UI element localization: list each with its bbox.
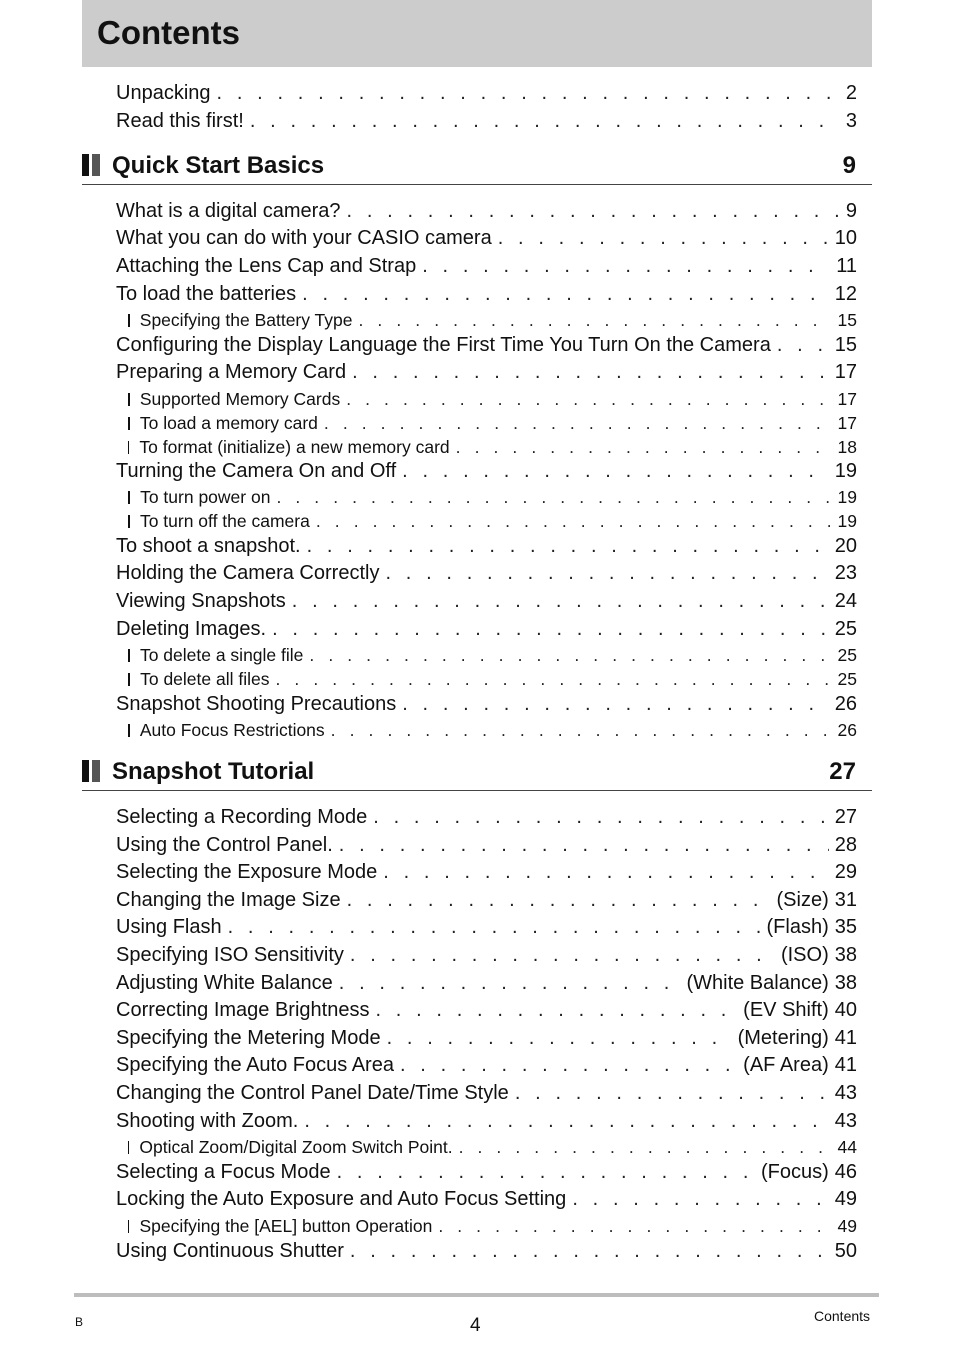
toc-entry[interactable] — [116, 944, 857, 970]
toc-entry-page: 50 — [834, 1240, 857, 1262]
toc-entry-page: 3 — [845, 110, 857, 132]
toc-entry-label: Specifying the Battery Type — [139, 310, 353, 330]
dot-leader — [217, 82, 840, 105]
toc-entry-page: 44 — [837, 1137, 857, 1157]
page-title: Contents — [97, 14, 240, 51]
bullet-icon — [128, 649, 130, 662]
toc-subentry[interactable] — [128, 413, 857, 435]
toc-entry-note: (Flash) — [766, 916, 829, 938]
toc-entry[interactable] — [116, 1161, 857, 1187]
toc-entry[interactable] — [116, 562, 857, 588]
toc-entry[interactable] — [116, 693, 857, 719]
toc-entry-label: Specifying the Auto Focus Area — [116, 1054, 394, 1076]
section-heading[interactable] — [82, 150, 872, 185]
dot-leader — [304, 1110, 828, 1133]
toc-subentry[interactable] — [128, 669, 857, 691]
toc-entry-page: 31 — [834, 889, 857, 911]
bullet-icon — [128, 417, 130, 430]
toc-entry-label: Correcting Image Brightness — [116, 999, 370, 1021]
dot-leader — [316, 511, 832, 532]
toc-entry-page: 43 — [834, 1082, 857, 1104]
toc-entry-label: To delete a single file — [139, 645, 304, 665]
toc-subentry[interactable] — [128, 310, 857, 332]
dot-leader — [572, 1188, 828, 1211]
toc-entry[interactable] — [116, 1110, 857, 1136]
toc-entry[interactable] — [116, 834, 857, 860]
dot-leader — [337, 1161, 755, 1184]
toc-entry-note: (ISO) — [780, 944, 829, 966]
toc-entry[interactable] — [116, 227, 857, 253]
section-bars-icon — [82, 154, 102, 176]
toc-entry-label: Optical Zoom/Digital Zoom Switch Point. — [139, 1137, 453, 1157]
toc-entry[interactable] — [116, 618, 857, 644]
section-title: Snapshot Tutorial — [112, 758, 315, 785]
toc-entry-page: 20 — [834, 535, 857, 557]
toc-entry-page: 26 — [837, 720, 857, 740]
toc-entry-page: 43 — [834, 1110, 857, 1132]
toc-entry-page: 46 — [834, 1161, 857, 1183]
toc-entry-page: 24 — [834, 590, 857, 612]
toc-entry-page: 18 — [837, 437, 857, 457]
dot-leader — [385, 562, 828, 585]
dot-leader — [400, 1054, 737, 1077]
toc-entry-page: 19 — [834, 460, 857, 482]
toc-entry-label: Read this first! — [116, 110, 244, 132]
toc-entry-note: (AF Area) — [743, 1054, 829, 1076]
toc-entry-label: Preparing a Memory Card — [116, 361, 347, 383]
toc-subentry[interactable] — [128, 389, 857, 411]
toc-entry-page: 19 — [837, 487, 857, 507]
toc-entry-label: To turn power on — [140, 487, 271, 507]
toc-entry-label: Unpacking — [116, 82, 211, 104]
toc-entry-page: 19 — [837, 511, 857, 531]
footer-page-number: 4 — [470, 1315, 481, 1336]
dot-leader — [339, 972, 681, 995]
dot-leader — [402, 693, 829, 716]
dot-leader — [438, 1216, 831, 1237]
footer-divider — [74, 1293, 879, 1297]
section-page: 27 — [829, 758, 856, 785]
toc-entry-label: Using Flash — [116, 916, 222, 938]
toc-entry-label: Supported Memory Cards — [139, 389, 341, 409]
toc-entry-page: 15 — [837, 310, 857, 330]
toc-entry-label: Locking the Auto Exposure and Auto Focus Setting — [116, 1188, 567, 1210]
dot-leader — [347, 200, 840, 223]
toc-entry-page: 23 — [834, 562, 857, 584]
toc-subentry[interactable] — [128, 645, 857, 667]
toc-entry-page: 28 — [834, 834, 857, 856]
dot-leader — [309, 645, 831, 666]
toc-entry[interactable] — [116, 972, 857, 998]
dot-leader — [302, 283, 829, 306]
toc-entry-page: 12 — [834, 283, 857, 305]
toc-entry-label: Auto Focus Restrictions — [139, 720, 325, 740]
toc-entry-page: 17 — [837, 413, 857, 433]
bullet-icon — [128, 441, 129, 454]
dot-leader — [777, 334, 829, 357]
section-heading[interactable] — [82, 756, 872, 791]
toc-entry-label: Snapshot Shooting Precautions — [116, 693, 397, 715]
toc-entry-label: To format (initialize) a new memory card — [139, 437, 450, 457]
toc-entry-page: 41 — [834, 1027, 857, 1049]
dot-leader — [324, 413, 832, 434]
toc-entry-label: Changing the Image Size — [116, 889, 341, 911]
toc-entry-page: 11 — [836, 255, 857, 277]
dot-leader — [459, 1137, 832, 1158]
toc-entry-label: Specifying the [AEL] button Operation — [139, 1216, 433, 1236]
dot-leader — [383, 861, 828, 884]
bullet-icon — [128, 1220, 129, 1233]
toc-entry-page: 25 — [837, 669, 857, 689]
dot-leader — [276, 487, 831, 508]
toc-entry-note: (Metering) — [737, 1027, 829, 1049]
bullet-icon — [128, 515, 130, 528]
toc-entry-label: Selecting a Recording Mode — [116, 806, 368, 828]
bullet-icon — [128, 491, 130, 504]
dot-leader — [515, 1082, 829, 1105]
toc-entry[interactable] — [116, 889, 857, 915]
toc-entry[interactable] — [116, 999, 857, 1025]
toc-entry-label: Turning the Camera On and Off — [116, 460, 397, 482]
toc-entry-note: (Size) — [776, 889, 829, 911]
toc-entry-page: 10 — [834, 227, 857, 249]
toc-entry-label: Deleting Images. — [116, 618, 267, 640]
toc-entry-label: Holding the Camera Correctly — [116, 562, 380, 584]
toc-entry-page: 38 — [834, 944, 857, 966]
toc-entry[interactable] — [116, 806, 857, 832]
dot-leader — [250, 110, 840, 133]
toc-entry-label: Specifying the Metering Mode — [116, 1027, 381, 1049]
section-bars-icon — [82, 760, 102, 782]
bullet-icon — [128, 393, 130, 406]
toc-entry[interactable] — [116, 590, 857, 616]
dot-leader — [339, 834, 829, 857]
toc-entry[interactable] — [116, 535, 857, 561]
toc-subentry[interactable] — [128, 1216, 857, 1238]
bullet-icon — [128, 724, 130, 737]
toc-entry-label: Specifying ISO Sensitivity — [116, 944, 344, 966]
toc-entry[interactable] — [116, 82, 857, 108]
toc-entry-page: 35 — [834, 916, 857, 938]
toc-entry-label: To delete all files — [140, 669, 270, 689]
toc-entry-label: Selecting the Exposure Mode — [116, 861, 378, 883]
dot-leader — [347, 889, 771, 912]
toc-entry-label: Using Continuous Shutter — [116, 1240, 344, 1262]
toc-entry-label: Changing the Control Panel Date/Time Style — [116, 1082, 509, 1104]
toc-entry-page: 17 — [837, 389, 857, 409]
toc-entry-page: 25 — [834, 618, 857, 640]
dot-leader — [228, 916, 761, 939]
dot-leader — [292, 590, 829, 613]
toc-entry-page: 29 — [834, 861, 857, 883]
dot-leader — [387, 1027, 732, 1050]
toc-subentry[interactable] — [128, 1137, 857, 1159]
dot-leader — [422, 255, 830, 278]
toc-entry[interactable] — [116, 861, 857, 887]
toc-entry[interactable] — [116, 255, 857, 281]
toc-entry-note: (Focus) — [760, 1161, 829, 1183]
section-page: 9 — [842, 152, 856, 179]
toc-entry-page: 27 — [834, 806, 857, 828]
section-title: Quick Start Basics — [112, 152, 325, 179]
toc-entry-label: Viewing Snapshots — [116, 590, 286, 612]
toc-entry[interactable] — [116, 110, 857, 136]
toc-entry-page: 38 — [834, 972, 857, 994]
dot-leader — [275, 669, 831, 690]
toc-subentry[interactable] — [128, 511, 857, 533]
toc-entry[interactable] — [116, 460, 857, 486]
toc-entry-label: What you can do with your CASIO camera — [116, 227, 492, 249]
dot-leader — [331, 720, 832, 741]
bullet-icon — [128, 673, 130, 686]
dot-leader — [350, 1240, 829, 1263]
toc-entry-label: To load the batteries — [116, 283, 297, 305]
toc-entry[interactable] — [116, 1054, 857, 1080]
toc-entry-page: 49 — [837, 1216, 857, 1236]
bullet-icon — [128, 314, 130, 327]
toc-entry-label: To load a memory card — [139, 413, 318, 433]
toc-entry-page: 41 — [834, 1054, 857, 1076]
dot-leader — [456, 437, 832, 458]
toc-entry-label: What is a digital camera? — [116, 200, 341, 222]
dot-leader — [307, 535, 829, 558]
toc-entry-page: 26 — [834, 693, 857, 715]
toc-entry[interactable] — [116, 1188, 857, 1214]
toc-entry-label: To turn off the camera — [139, 511, 310, 531]
toc-entry-page: 49 — [834, 1188, 857, 1210]
dot-leader — [498, 227, 829, 250]
dot-leader — [350, 944, 775, 967]
toc-entry-page: 25 — [837, 645, 857, 665]
toc-subentry[interactable] — [128, 437, 857, 459]
toc-entry-page: 15 — [834, 334, 857, 356]
toc-entry-label: Shooting with Zoom. — [116, 1110, 299, 1132]
bullet-icon — [128, 1141, 129, 1154]
toc-entry-page: 2 — [845, 82, 857, 104]
toc-entry-label: Attaching the Lens Cap and Strap — [116, 255, 417, 277]
toc-subentry[interactable] — [128, 487, 857, 509]
dot-leader — [346, 389, 831, 410]
toc-entry[interactable] — [116, 361, 857, 387]
toc-entry[interactable] — [116, 1027, 857, 1053]
toc-entry-label: To shoot a snapshot. — [116, 535, 301, 557]
toc-entry-label: Using the Control Panel. — [116, 834, 333, 856]
toc-subentry[interactable] — [128, 720, 857, 742]
toc-entry[interactable] — [116, 334, 857, 360]
toc-entry-label: Selecting a Focus Mode — [116, 1161, 331, 1183]
toc-entry[interactable] — [116, 1240, 857, 1266]
footer-left-label: B — [75, 1315, 84, 1329]
toc-entry-note: (White Balance) — [686, 972, 829, 994]
footer-section-label: Contents — [814, 1308, 871, 1324]
dot-leader — [402, 460, 829, 483]
dot-leader — [352, 361, 829, 384]
toc-entry[interactable] — [116, 916, 857, 942]
dot-leader — [375, 999, 737, 1022]
toc-entry-note: (EV Shift) — [743, 999, 829, 1021]
toc-entry-page: 9 — [845, 200, 857, 222]
toc-entry[interactable] — [116, 1082, 857, 1108]
toc-entry-label: Adjusting White Balance — [116, 972, 333, 994]
toc-entry-page: 40 — [834, 999, 857, 1021]
dot-leader — [359, 310, 832, 331]
dot-leader — [373, 806, 828, 829]
toc-entry-page: 17 — [834, 361, 857, 383]
toc-entry-label: Configuring the Display Language the First Time You Turn On the Camera — [116, 334, 771, 356]
dot-leader — [272, 618, 829, 641]
toc-entry[interactable] — [116, 283, 857, 309]
toc-entry[interactable] — [116, 200, 857, 226]
